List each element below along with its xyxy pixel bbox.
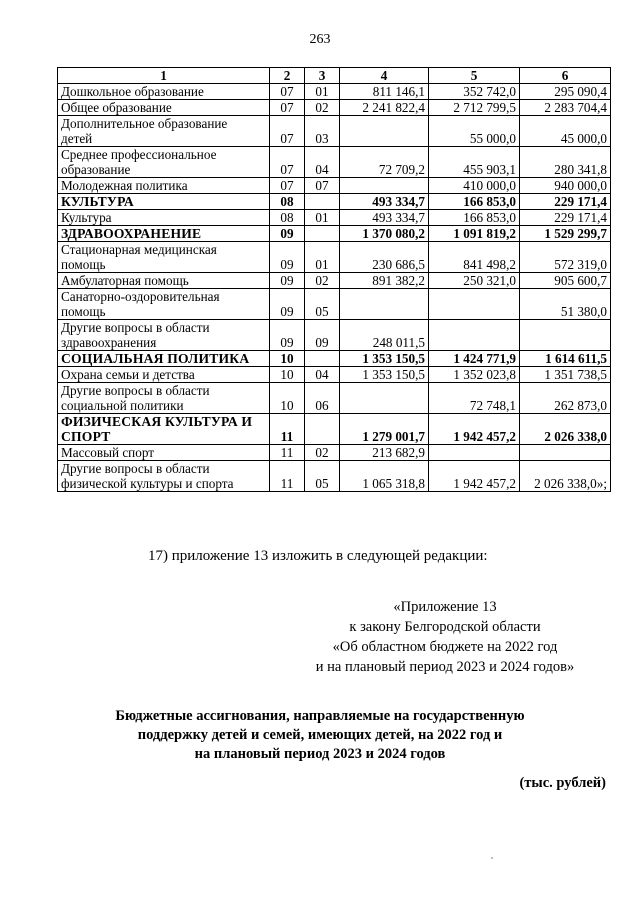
table-row: [58, 147, 611, 178]
row-name-cell: [58, 445, 270, 461]
amount-2023-cell: 55 000,0: [429, 116, 520, 147]
section-code-cell: 10: [270, 367, 305, 383]
section-code-cell: 07: [270, 116, 305, 147]
section-code-cell: 07: [270, 147, 305, 178]
row-name-cell: [58, 194, 270, 210]
subsection-code-cell: 03: [305, 116, 340, 147]
subsection-code-cell: 09: [305, 320, 340, 351]
amount-2022-cell: 72 709,2: [340, 147, 429, 178]
subsection-code-cell: 02: [305, 100, 340, 116]
section-code-cell: 07: [270, 178, 305, 194]
amount-2022-cell: [340, 289, 429, 320]
section-code-cell: 09: [270, 242, 305, 273]
amount-2024-cell: 2 283 704,4: [520, 100, 611, 116]
table-body: [58, 84, 611, 492]
amount-2023-cell: 1 091 819,2: [429, 226, 520, 242]
section-code-cell: 10: [270, 383, 305, 414]
amount-2022-cell: [340, 383, 429, 414]
row-name-line: помощь: [61, 304, 106, 319]
row-name-line: Амбулаторная помощь: [61, 273, 189, 288]
row-name-line: Другие вопросы в области: [61, 383, 210, 398]
annex-title-line: Бюджетные ассигнования, направляемые на государственную: [115, 708, 525, 724]
table-row: [58, 242, 611, 273]
row-name-line: Стационарная медицинская: [61, 242, 217, 257]
section-code-cell: 11: [270, 461, 305, 492]
amount-2022-cell: 248 011,5: [340, 320, 429, 351]
table-row: [58, 445, 611, 461]
row-name-cell: [58, 210, 270, 226]
row-name-cell: [58, 320, 270, 351]
row-name-cell: [58, 178, 270, 194]
scan-speck: [491, 857, 493, 859]
amount-2024-cell: 1 351 738,5: [520, 367, 611, 383]
amount-2022-cell: 230 686,5: [340, 242, 429, 273]
row-name-line: СПОРТ: [61, 429, 111, 444]
amount-2022-cell: 1 353 150,5: [340, 367, 429, 383]
row-name-line: КУЛЬТУРА: [61, 194, 134, 209]
table-row: [58, 351, 611, 367]
subsection-code-cell: 02: [305, 273, 340, 289]
amendment-text: 17) приложение 13 изложить в следующей редакции:: [148, 548, 488, 564]
header-col-3: 3: [305, 68, 340, 84]
subsection-code-cell: 01: [305, 242, 340, 273]
amount-2022-cell: 1 279 001,7: [340, 414, 429, 445]
table-row: [58, 414, 611, 445]
amount-2023-cell: 841 498,2: [429, 242, 520, 273]
row-name-line: Массовый спорт: [61, 445, 155, 460]
row-name-cell: [58, 461, 270, 492]
row-name-cell: [58, 289, 270, 320]
amount-2022-cell: 891 382,2: [340, 273, 429, 289]
annex-header-line: и на плановый период 2023 и 2024 годов»: [315, 659, 575, 675]
amount-2024-cell: 1 529 299,7: [520, 226, 611, 242]
amount-2024-cell: 572 319,0: [520, 242, 611, 273]
row-name-cell: [58, 147, 270, 178]
row-name-line: Дошкольное образование: [61, 84, 204, 99]
row-name-line: Общее образование: [61, 100, 172, 115]
section-code-cell: 11: [270, 445, 305, 461]
subsection-code-cell: 04: [305, 147, 340, 178]
amount-2022-cell: 1 370 080,2: [340, 226, 429, 242]
subsection-code-cell: [305, 226, 340, 242]
section-code-cell: 07: [270, 100, 305, 116]
amount-2023-cell: 250 321,0: [429, 273, 520, 289]
amount-2024-cell: 280 341,8: [520, 147, 611, 178]
amount-2022-cell: [340, 116, 429, 147]
amount-2024-cell: 295 090,4: [520, 84, 611, 100]
row-name-cell: [58, 226, 270, 242]
annex-title-line: поддержку детей и семей, имеющих детей, на 2022 год и: [137, 727, 503, 743]
amount-2023-cell: 166 853,0: [429, 194, 520, 210]
header-col-2: 2: [270, 68, 305, 84]
row-name-cell: [58, 242, 270, 273]
subsection-code-cell: [305, 351, 340, 367]
row-name-cell: [58, 100, 270, 116]
annex-title-line: на плановый период 2023 и 2024 годов: [194, 746, 446, 762]
row-name-line: ФИЗИЧЕСКАЯ КУЛЬТУРА И: [61, 414, 253, 429]
table-row: [58, 383, 611, 414]
header-col-1: 1: [58, 68, 270, 84]
amount-2023-cell: 1 942 457,2: [429, 461, 520, 492]
row-name-line: Санаторно-оздоровительная: [61, 289, 220, 304]
row-name-line: детей: [61, 131, 93, 146]
amount-2023-cell: [429, 289, 520, 320]
amount-2024-cell: 229 171,4: [520, 194, 611, 210]
row-name-line: СОЦИАЛЬНАЯ ПОЛИТИКА: [61, 351, 250, 366]
row-name-line: физической культуры и спорта: [61, 476, 234, 491]
row-name-line: Культура: [61, 210, 112, 225]
table-row: [58, 116, 611, 147]
amount-2022-cell: 493 334,7: [340, 210, 429, 226]
section-code-cell: 09: [270, 273, 305, 289]
amount-2023-cell: 410 000,0: [429, 178, 520, 194]
subsection-code-cell: 06: [305, 383, 340, 414]
amount-2022-cell: 1 065 318,8: [340, 461, 429, 492]
page-number: 263: [309, 32, 331, 47]
row-name-line: здравоохранения: [61, 335, 157, 350]
subsection-code-cell: 05: [305, 461, 340, 492]
subsection-code-cell: 01: [305, 210, 340, 226]
section-code-cell: 10: [270, 351, 305, 367]
section-code-cell: 11: [270, 414, 305, 445]
annex-header-line: «Приложение 13: [393, 599, 497, 615]
amount-2023-cell: 166 853,0: [429, 210, 520, 226]
table-row: [58, 289, 611, 320]
row-name-line: образование: [61, 162, 131, 177]
annex-header-line: «Об областном бюджете на 2022 год: [332, 639, 558, 655]
row-name-cell: [58, 351, 270, 367]
row-name-line: Другие вопросы в области: [61, 320, 210, 335]
table-row: [58, 367, 611, 383]
amount-2022-cell: 213 682,9: [340, 445, 429, 461]
amount-2023-cell: 72 748,1: [429, 383, 520, 414]
table-row: [58, 226, 611, 242]
section-code-cell: 09: [270, 226, 305, 242]
table-row: [58, 84, 611, 100]
subsection-code-cell: 05: [305, 289, 340, 320]
subsection-code-cell: 01: [305, 84, 340, 100]
amount-2024-cell: 2 026 338,0»;: [520, 461, 611, 492]
amount-2023-cell: 352 742,0: [429, 84, 520, 100]
row-name-line: помощь: [61, 257, 106, 272]
row-name-line: Молодежная политика: [61, 178, 188, 193]
amount-2022-cell: 811 146,1: [340, 84, 429, 100]
table-row: [58, 210, 611, 226]
amount-2024-cell: 905 600,7: [520, 273, 611, 289]
amount-2024-cell: 45 000,0: [520, 116, 611, 147]
table-row: [58, 178, 611, 194]
header-col-4: 4: [340, 68, 429, 84]
section-code-cell: 09: [270, 289, 305, 320]
annex-header: [300, 597, 590, 677]
row-name-cell: [58, 367, 270, 383]
table-row: [58, 320, 611, 351]
row-name-line: Дополнительное образование: [61, 116, 228, 131]
amount-2023-cell: 1 352 023,8: [429, 367, 520, 383]
table-row: [58, 461, 611, 492]
amount-2022-cell: [340, 178, 429, 194]
table-row: [58, 194, 611, 210]
amount-2023-cell: 1 942 457,2: [429, 414, 520, 445]
amount-2022-cell: 1 353 150,5: [340, 351, 429, 367]
amount-2024-cell: 229 171,4: [520, 210, 611, 226]
row-name-line: Среднее профессиональное: [61, 147, 217, 162]
table-row: [58, 273, 611, 289]
section-code-cell: 07: [270, 84, 305, 100]
row-name-cell: [58, 273, 270, 289]
amount-2024-cell: 940 000,0: [520, 178, 611, 194]
amount-2022-cell: 493 334,7: [340, 194, 429, 210]
subsection-code-cell: 07: [305, 178, 340, 194]
amount-2024-cell: 2 026 338,0: [520, 414, 611, 445]
subsection-code-cell: 02: [305, 445, 340, 461]
amount-2023-cell: 1 424 771,9: [429, 351, 520, 367]
row-name-cell: [58, 84, 270, 100]
annex-header-line: к закону Белгородской области: [349, 619, 541, 635]
annex-title: [40, 707, 600, 764]
row-name-line: Охрана семьи и детства: [61, 367, 195, 382]
amount-2023-cell: 455 903,1: [429, 147, 520, 178]
row-name-line: социальной политики: [61, 398, 184, 413]
row-name-line: ЗДРАВООХРАНЕНИЕ: [61, 226, 202, 241]
amount-2024-cell: [520, 445, 611, 461]
subsection-code-cell: 04: [305, 367, 340, 383]
section-code-cell: 08: [270, 194, 305, 210]
amount-2022-cell: 2 241 822,4: [340, 100, 429, 116]
budget-table: [57, 67, 611, 492]
amount-2024-cell: [520, 320, 611, 351]
table-header-row: [58, 68, 611, 84]
amount-2024-cell: 262 873,0: [520, 383, 611, 414]
section-code-cell: 08: [270, 210, 305, 226]
table-row: [58, 100, 611, 116]
subsection-code-cell: [305, 414, 340, 445]
row-name-cell: [58, 383, 270, 414]
header-col-5: 5: [429, 68, 520, 84]
amount-2023-cell: [429, 445, 520, 461]
amount-2023-cell: [429, 320, 520, 351]
section-code-cell: 09: [270, 320, 305, 351]
row-name-cell: [58, 414, 270, 445]
row-name-cell: [58, 116, 270, 147]
amount-2024-cell: 51 380,0: [520, 289, 611, 320]
header-col-6: 6: [520, 68, 611, 84]
amount-2024-cell: 1 614 611,5: [520, 351, 611, 367]
amount-2023-cell: 2 712 799,5: [429, 100, 520, 116]
row-name-line: Другие вопросы в области: [61, 461, 210, 476]
subsection-code-cell: [305, 194, 340, 210]
units-label: (тыс. рублей): [519, 775, 606, 791]
